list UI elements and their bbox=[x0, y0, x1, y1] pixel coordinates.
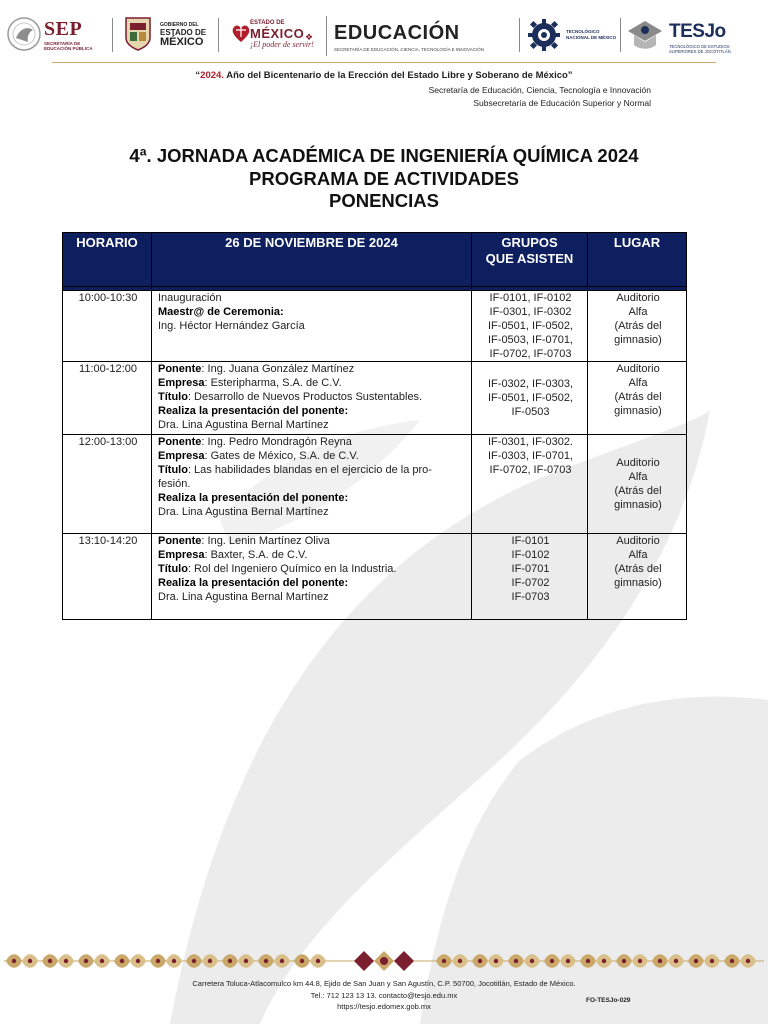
lugar-line: gimnasio) bbox=[614, 499, 662, 511]
educacion-logo-text: EDUCACIÓN bbox=[334, 22, 460, 44]
presenta-name: Dra. Lina Agustina Bernal Martínez bbox=[158, 419, 329, 431]
lugar-line: Auditorio bbox=[616, 457, 660, 469]
row-lugar bbox=[588, 534, 687, 620]
decorative-greca-border bbox=[4, 946, 764, 976]
empresa-label: Empresa bbox=[158, 549, 205, 561]
header-logos bbox=[0, 8, 768, 60]
divider bbox=[112, 18, 113, 52]
divider bbox=[218, 18, 219, 52]
table-row bbox=[63, 362, 687, 435]
tecnm-line1: TECNOLÓGICO bbox=[566, 29, 600, 34]
grupos-line: IF-0101, IF-0102 bbox=[489, 292, 572, 304]
year-motto bbox=[0, 70, 768, 81]
lugar-line: gimnasio) bbox=[614, 334, 662, 346]
grupos-line: IF-0301, IF-0302 bbox=[489, 306, 572, 318]
divider bbox=[326, 16, 327, 56]
document-code: FO-TESJo-029 bbox=[586, 997, 631, 1004]
lugar-line: (Atrás del bbox=[614, 485, 662, 497]
lugar-line: Alfa bbox=[628, 471, 648, 483]
ponente-name: : Ing. Juana González Martínez bbox=[201, 363, 355, 375]
lugar-line: gimnasio) bbox=[614, 405, 662, 417]
edomex-estado: ESTADO DE bbox=[250, 20, 285, 26]
table-row bbox=[63, 291, 687, 362]
ponente-name: : Ing. Pedro Mondragón Reyna bbox=[201, 436, 352, 448]
row-grupos bbox=[472, 534, 588, 620]
titulo-label: Título bbox=[158, 391, 188, 403]
row-activity bbox=[152, 435, 472, 534]
empresa-name: : Gates de México, S.A. de C.V. bbox=[204, 450, 359, 462]
header-grupos bbox=[472, 233, 588, 287]
sep-eagle-icon bbox=[6, 14, 42, 54]
empresa-name: : Esteripharma, S.A. de C.V. bbox=[204, 377, 342, 389]
row-horario: 10:00-10:30 bbox=[63, 291, 152, 362]
header-rule bbox=[52, 62, 716, 63]
gobierno-line1: GOBIERNO DEL bbox=[160, 22, 199, 28]
lugar-line: Alfa bbox=[628, 549, 648, 561]
lugar-line: (Atrás del bbox=[614, 563, 662, 575]
title-line3: PONENCIAS bbox=[329, 190, 439, 211]
tecnm-gear-icon bbox=[528, 19, 560, 51]
motto-year: 2024. bbox=[200, 70, 224, 81]
lugar-line: Alfa bbox=[628, 306, 648, 318]
presenta-name: Dra. Lina Agustina Bernal Martínez bbox=[158, 591, 329, 603]
title-line1: 4ª. JORNADA ACADÉMICA DE INGENIERÍA QUÍMICA 2024 bbox=[129, 145, 639, 166]
footer-contact[interactable]: Tel.: 712 123 13 13. contacto@tesjo.edu.mx bbox=[310, 990, 458, 1000]
edomex-slogan: ¡El poder de servir! bbox=[250, 40, 314, 49]
row-grupos bbox=[472, 291, 588, 362]
titulo-text: : Rol del Ingeniero Químico en la Industria. bbox=[187, 563, 397, 575]
ponente-label: Ponente bbox=[158, 363, 202, 375]
lugar-line: Auditorio bbox=[616, 535, 660, 547]
edomex-mexico: MÉXICO bbox=[250, 26, 305, 41]
state-coat-of-arms-icon bbox=[124, 16, 152, 52]
grupos-line: IF-0703 bbox=[511, 591, 550, 603]
lugar-line: gimnasio) bbox=[614, 577, 662, 589]
titulo-text: : Desarrollo de Nuevos Productos Sustentables. bbox=[187, 391, 423, 403]
grupos-line: IF-0303, IF-0701, bbox=[488, 450, 573, 462]
grupos-line: IF-0503 bbox=[511, 406, 550, 418]
titulo-label: Título bbox=[158, 464, 188, 476]
gobierno-line3: MÉXICO bbox=[160, 36, 204, 48]
maestro-label: Maestr@ de Ceremonia: bbox=[158, 306, 284, 318]
gobierno-line2: ESTADO DE bbox=[160, 28, 207, 37]
row-activity bbox=[152, 291, 472, 362]
grupos-line: IF-0701 bbox=[511, 563, 550, 575]
secretaria-line: Secretaría de Educación, Ciencia, Tecnología e Innovación bbox=[428, 85, 651, 95]
lugar-line: Auditorio bbox=[616, 363, 660, 375]
presenta-label: Realiza la presentación del ponente: bbox=[158, 405, 349, 417]
lugar-line: (Atrás del bbox=[614, 320, 662, 332]
empresa-label: Empresa bbox=[158, 377, 205, 389]
header-fecha: 26 DE NOVIEMBRE DE 2024 bbox=[152, 233, 472, 287]
heart-icon bbox=[230, 22, 252, 44]
tesjo-emblem-icon bbox=[626, 19, 664, 53]
tecnm-logo-text bbox=[566, 29, 618, 40]
ponente-label: Ponente bbox=[158, 535, 202, 547]
titulo-text: : Las habilidades blandas en el ejercicio de la pro- bbox=[187, 464, 432, 476]
grupos-line: IF-0302, IF-0303, bbox=[488, 378, 573, 390]
row-activity bbox=[152, 534, 472, 620]
empresa-label: Empresa bbox=[158, 450, 205, 462]
grupos-line: IF-0102 bbox=[511, 549, 550, 561]
header-lugar: LUGAR bbox=[588, 233, 687, 287]
grupos-line: IF-0301, IF-0302. bbox=[488, 436, 573, 448]
row-lugar bbox=[588, 291, 687, 362]
gobierno-logo-text bbox=[160, 22, 210, 48]
titulo-label: Título bbox=[158, 563, 188, 575]
maestro-name: Ing. Héctor Hernández García bbox=[158, 320, 305, 332]
motto-text: Año del Bicentenario de la Erección del Estado Libre y Soberano de México” bbox=[223, 70, 573, 81]
tecnm-line2: NACIONAL DE MÉXICO bbox=[566, 34, 617, 40]
tesjo-logo-text: TESJo bbox=[669, 21, 726, 42]
header-grupos-line2: QUE ASISTEN bbox=[485, 251, 574, 266]
header-horario: HORARIO bbox=[63, 233, 152, 287]
grupos-line: IF-0702, IF-0703 bbox=[489, 464, 572, 476]
titulo-text-cont: fesión. bbox=[158, 478, 191, 490]
row-activity bbox=[152, 362, 472, 435]
row-horario: 11:00-12:00 bbox=[63, 362, 152, 435]
grupos-line: IF-0101 bbox=[511, 535, 550, 547]
inauguracion-label: Inauguración bbox=[158, 292, 222, 304]
grupos-line: IF-0503, IF-0701, bbox=[488, 334, 573, 346]
footer-address: Carretera Toluca-Atlacomulco km 44.8, Ejido de San Juan y San Agustín, C.P. 50700, Jocotitlán, Estado de México. bbox=[192, 979, 576, 988]
educacion-subtitle: SECRETARÍA DE EDUCACIÓN, CIENCIA, TECNOLOGÍA E INNOVACIÓN bbox=[334, 47, 485, 52]
schedule-table bbox=[62, 232, 687, 620]
table-row bbox=[63, 435, 687, 534]
sep-subtitle: SECRETARÍA DE EDUCACIÓN PÚBLICA bbox=[44, 41, 93, 51]
row-grupos bbox=[472, 435, 588, 534]
page-title bbox=[0, 145, 768, 213]
subsecretaria-line: Subsecretaría de Educación Superior y Normal bbox=[473, 97, 651, 108]
divider bbox=[620, 18, 621, 52]
presenta-label: Realiza la presentación del ponente: bbox=[158, 577, 349, 589]
row-horario: 12:00-13:00 bbox=[63, 435, 152, 534]
grupos-line: IF-0702, IF-0703 bbox=[489, 348, 572, 360]
title-line2: PROGRAMA DE ACTIVIDADES bbox=[249, 167, 519, 189]
row-horario: 13:10-14:20 bbox=[63, 534, 152, 620]
divider bbox=[519, 18, 520, 52]
presenta-name: Dra. Lina Agustina Bernal Martínez bbox=[158, 506, 329, 518]
lugar-line: Alfa bbox=[628, 377, 648, 389]
ponente-name: : Ing. Lenin Martínez Oliva bbox=[201, 535, 330, 547]
tesjo-subtitle: TECNOLÓGICO DE ESTUDIOS SUPERIORES DE JOCOTITLÁN bbox=[669, 44, 731, 54]
motto-quote: “ bbox=[195, 70, 201, 81]
grupos-line: IF-0501, IF-0502, bbox=[488, 392, 573, 404]
empresa-name: : Baxter, S.A. de C.V. bbox=[204, 549, 308, 561]
row-lugar bbox=[588, 435, 687, 534]
lugar-line: (Atrás del bbox=[614, 391, 662, 403]
grupos-line: IF-0501, IF-0502, bbox=[488, 320, 573, 332]
table-row bbox=[63, 534, 687, 620]
presenta-label: Realiza la presentación del ponente: bbox=[158, 492, 349, 504]
ponente-label: Ponente bbox=[158, 436, 202, 448]
footer-address-block bbox=[0, 978, 768, 1013]
footer-url-link[interactable]: https://tesjo.edomex.gob.mx bbox=[337, 1002, 431, 1011]
grupos-line: IF-0702 bbox=[511, 577, 550, 589]
lugar-line: Auditorio bbox=[616, 292, 660, 304]
sep-logo-text: SEP bbox=[44, 18, 83, 40]
secretariats-block bbox=[429, 84, 651, 109]
row-grupos bbox=[472, 362, 588, 435]
table-header-row bbox=[63, 233, 687, 287]
star-icon: ❖ bbox=[305, 32, 314, 42]
row-lugar bbox=[588, 362, 687, 435]
header-grupos-line1: GRUPOS bbox=[501, 235, 558, 250]
